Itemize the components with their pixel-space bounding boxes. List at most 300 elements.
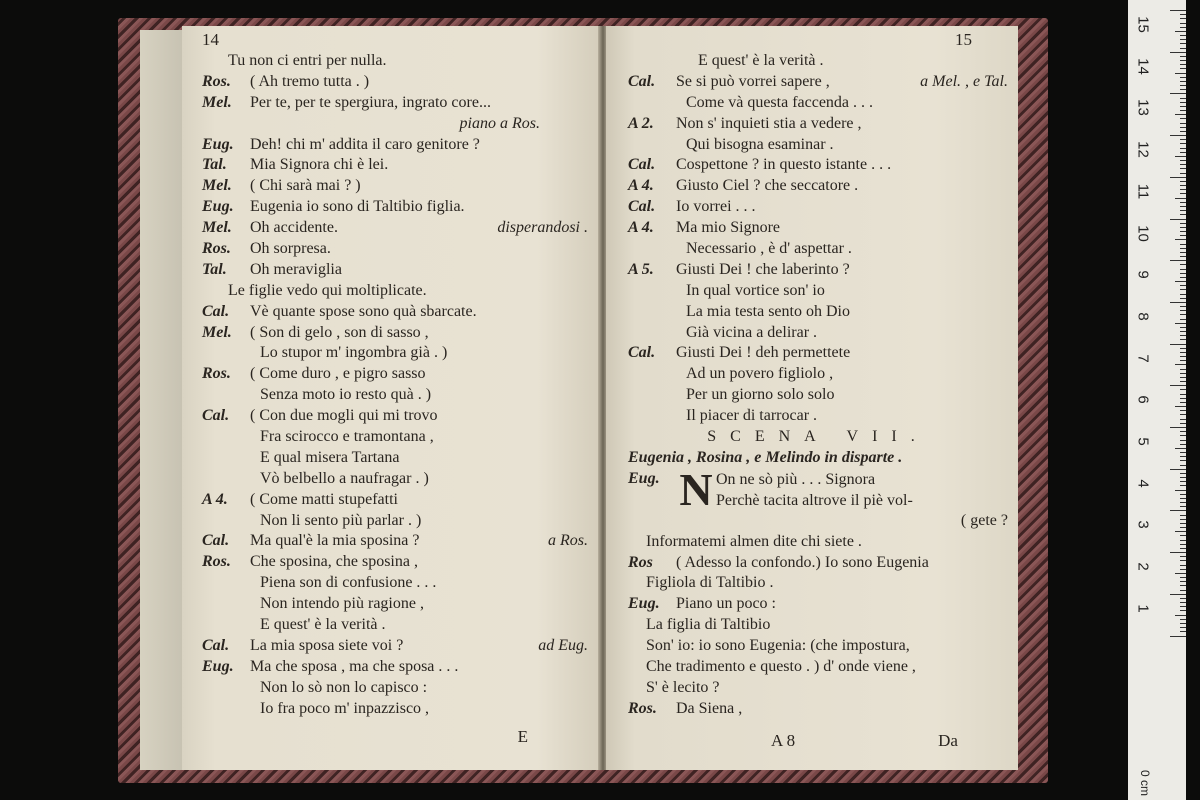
ruler-tick — [1180, 556, 1186, 557]
verse-text: Informatemi almen dite chi siete . — [646, 532, 862, 550]
verse-line — [202, 491, 588, 512]
ruler-tick — [1180, 527, 1186, 528]
ruler-tick — [1180, 519, 1186, 520]
verse-line — [628, 616, 1008, 637]
verse-text: Non lo sò non lo capisco : — [260, 678, 428, 696]
ruler-tick — [1180, 102, 1186, 103]
ruler-tick — [1180, 631, 1186, 632]
ruler-tick — [1180, 319, 1186, 320]
ruler-tick — [1180, 435, 1186, 436]
ruler-tick — [1170, 385, 1186, 386]
ruler-tick — [1180, 560, 1186, 561]
verse-text: Deh! chi m' addita il caro genitore ? — [250, 135, 480, 153]
verse-line — [202, 365, 588, 386]
stage-direction: a Ros. — [548, 532, 588, 550]
ruler-tick — [1180, 148, 1186, 149]
ruler-tick — [1180, 110, 1186, 111]
verse-line — [202, 574, 588, 595]
verse-text: Giusti Dei ! deh permettete — [676, 344, 851, 362]
ruler-tick — [1175, 448, 1186, 449]
verse-line — [628, 52, 1008, 73]
ruler-tick — [1180, 81, 1186, 82]
turnover-line: ( gete ? — [960, 511, 1008, 529]
ruler-tick — [1180, 494, 1186, 495]
ruler-tick — [1180, 477, 1186, 478]
verse-text: Già vicina a delirar . — [686, 323, 818, 341]
verse-text: Che sposina, che sposina , — [250, 553, 418, 571]
verse-text: Cospettone ? in questo istante . . . — [676, 156, 892, 174]
ruler-number: 15 — [1134, 16, 1152, 33]
ruler-tick — [1180, 98, 1186, 99]
ruler-tick — [1180, 285, 1186, 286]
speaker-label: Ros. — [202, 365, 231, 383]
verse-line — [202, 177, 588, 198]
ruler-tick — [1175, 573, 1186, 574]
verse-line — [202, 637, 588, 658]
verse-block — [202, 52, 588, 721]
verse-text: Le figlie vedo qui moltiplicate. — [228, 281, 427, 299]
drop-cap-block — [628, 463, 1008, 515]
verse-text: Senza moto io resto quà . ) — [260, 386, 432, 404]
ruler-number: 9 — [1134, 270, 1152, 279]
speaker-label: A 4. — [628, 177, 654, 195]
ruler-tick — [1180, 360, 1186, 361]
verse-text: Ma qual'è la mia sposina ? — [250, 532, 420, 550]
speaker-label: Ros. — [628, 699, 657, 717]
ruler-tick — [1170, 52, 1186, 53]
ruler-tick — [1180, 193, 1186, 194]
ruler-tick — [1180, 460, 1186, 461]
speaker-label: Ros. — [202, 553, 231, 571]
ruler-tick — [1175, 198, 1186, 199]
speaker-label: Tal. — [202, 260, 227, 278]
ruler-tick — [1180, 127, 1186, 128]
ruler-number: 14 — [1134, 57, 1152, 75]
ruler-tick — [1170, 177, 1186, 178]
ruler-tick — [1180, 515, 1186, 516]
verse-text: Non li sento più parlar . ) — [260, 511, 422, 529]
verse-line — [202, 198, 588, 219]
ruler-tick — [1175, 364, 1186, 365]
verse-line — [628, 344, 1008, 365]
ruler-tick — [1170, 427, 1186, 428]
ruler-number: 3 — [1134, 520, 1152, 530]
verse-text: Il piacer di tarrocar . — [686, 407, 818, 425]
ruler-tick — [1175, 323, 1186, 324]
verse-text: In qual vortice son' io — [686, 281, 825, 299]
ruler-tick — [1180, 535, 1186, 536]
ruler-tick — [1180, 244, 1186, 245]
verse-line — [202, 428, 588, 449]
ruler-tick — [1180, 210, 1186, 211]
ruler-tick — [1180, 456, 1186, 457]
ruler-tick — [1180, 264, 1186, 265]
verse-text: ( Adesso la confondo.) Io sono Eugenia — [676, 553, 929, 571]
speaker-label: Eug. — [202, 135, 234, 153]
ruler-tick — [1180, 85, 1186, 86]
ruler-tick — [1170, 636, 1186, 637]
ruler-tick — [1180, 465, 1186, 466]
ruler-tick — [1170, 344, 1186, 345]
ruler-tick — [1170, 302, 1186, 303]
ruler-tick — [1180, 356, 1186, 357]
verse-line — [628, 554, 1008, 575]
verse-text: Giusto Ciel ? che seccatore . — [676, 177, 859, 195]
speaker-label: Mel. — [202, 219, 232, 237]
verse-text: Son' io: io sono Eugenia: (che impostura, — [646, 637, 910, 655]
ruler-tick — [1175, 73, 1186, 74]
ruler-tick — [1170, 135, 1186, 136]
ruler-tick — [1180, 214, 1186, 215]
ruler-number: 5 — [1134, 437, 1152, 446]
ruler-tick — [1180, 227, 1186, 228]
ruler-tick — [1180, 331, 1186, 332]
speaker-label: A 4. — [628, 219, 654, 237]
verse-line — [628, 282, 1008, 303]
verse-text: Giusti Dei ! che laberinto ? — [676, 260, 850, 278]
ruler-tick — [1180, 590, 1186, 591]
verse-line — [628, 700, 1008, 721]
speaker-label: Eug. — [202, 657, 234, 675]
speaker-label: A 5. — [628, 260, 654, 278]
verse-text: E quest' è la verità . — [698, 52, 824, 69]
ruler-number: 1 — [1134, 604, 1152, 613]
speaker-label: Ros. — [202, 240, 231, 258]
ruler-tick — [1180, 56, 1186, 57]
verse-text: ( Come matti stupefatti — [250, 490, 398, 508]
ruler-number: 12 — [1134, 141, 1152, 158]
verse-text: Come và questa faccenda . . . — [686, 93, 874, 111]
verse-line — [628, 115, 1008, 136]
ruler-tick — [1180, 623, 1186, 624]
ruler-number: 2 — [1134, 562, 1152, 571]
verse-text: S' è lecito ? — [646, 678, 720, 696]
speaker-label: Eug. — [202, 198, 234, 216]
ruler-tick — [1180, 248, 1186, 249]
ruler-tick — [1180, 440, 1186, 441]
ruler-tick — [1175, 31, 1186, 32]
ruler-tick — [1180, 314, 1186, 315]
speaker-label: Eug. — [628, 595, 660, 613]
verse-text: Oh meraviglia — [250, 260, 342, 278]
verse-line — [628, 658, 1008, 679]
ruler-tick — [1180, 414, 1186, 415]
speaker-label: Cal. — [628, 344, 656, 362]
verse-line — [202, 470, 588, 491]
ruler-tick — [1180, 298, 1186, 299]
ruler-tick — [1180, 327, 1186, 328]
ruler-tick — [1175, 281, 1186, 282]
ruler-tick — [1180, 48, 1186, 49]
ruler-tick — [1180, 139, 1186, 140]
ruler-number: 7 — [1134, 353, 1152, 363]
ruler-tick — [1180, 27, 1186, 28]
verse-line — [628, 156, 1008, 177]
ruler-tick — [1180, 181, 1186, 182]
ruler-number: 4 — [1134, 479, 1152, 488]
signature-mark: A 8 — [771, 730, 796, 750]
measuring-ruler — [1128, 0, 1186, 800]
verse-line — [202, 700, 588, 721]
verse-line — [202, 512, 588, 533]
speaker-label: Cal. — [628, 198, 656, 216]
ruler-tick — [1180, 310, 1186, 311]
verse-text: Piano un poco : — [676, 595, 776, 613]
verse-line — [202, 156, 588, 177]
ruler-tick — [1180, 43, 1186, 44]
ruler-tick — [1180, 160, 1186, 161]
verse-text: Non s' inquieti stia a vedere , — [676, 114, 862, 132]
verse-line — [202, 240, 588, 261]
ruler-number: 13 — [1134, 99, 1152, 117]
left-page — [182, 26, 600, 770]
verse-text: Io fra poco m' inpazzisco , — [260, 699, 430, 717]
speaker-label: Ros — [628, 553, 653, 571]
ruler-tick — [1180, 256, 1186, 257]
verse-line — [628, 533, 1008, 554]
verse-line: On ne sò più . . . Signora — [716, 470, 876, 488]
verse-text: Ad un povero figliolo , — [686, 365, 834, 383]
verse-line — [202, 52, 588, 73]
speaker-label: Mel. — [202, 177, 232, 195]
ruler-tick — [1180, 223, 1186, 224]
ruler-tick — [1180, 423, 1186, 424]
verse-line — [202, 324, 588, 345]
verse-line — [628, 219, 1008, 240]
verse-text: Oh sorpresa. — [250, 240, 331, 258]
ruler-tick — [1180, 123, 1186, 124]
verse-line — [628, 637, 1008, 658]
verse-text: Se si può vorrei sapere , — [676, 72, 830, 90]
ruler-tick — [1170, 93, 1186, 94]
ruler-tick — [1180, 14, 1186, 15]
ruler-tick — [1170, 219, 1186, 220]
speaker-label: Cal. — [202, 407, 230, 425]
ruler-tick — [1180, 289, 1186, 290]
verse-text: La mia testa sento oh Dio — [686, 302, 850, 320]
ruler-tick — [1180, 444, 1186, 445]
speaker-label: Cal. — [628, 72, 656, 90]
ruler-tick — [1180, 173, 1186, 174]
verse-line — [202, 658, 588, 679]
ruler-tick — [1180, 419, 1186, 420]
ruler-tick — [1180, 202, 1186, 203]
ruler-tick — [1180, 485, 1186, 486]
ruler-tick — [1180, 277, 1186, 278]
ruler-tick — [1180, 352, 1186, 353]
ruler-tick — [1180, 610, 1186, 611]
ruler-tick — [1180, 523, 1186, 524]
verse-text: Per un giorno solo solo — [686, 386, 835, 404]
verse-line — [202, 136, 588, 157]
verse-line — [628, 136, 1008, 157]
speaker-label: Cal. — [202, 302, 230, 320]
ruler-tick — [1180, 606, 1186, 607]
ruler-tick — [1180, 18, 1186, 19]
verse-text: ( Con due mogli qui mi trovo — [250, 407, 438, 425]
verse-line — [628, 198, 1008, 219]
ruler-tick — [1180, 235, 1186, 236]
ruler-tick — [1180, 118, 1186, 119]
stage-direction: disperandosi . — [497, 219, 588, 237]
ruler-tick — [1180, 152, 1186, 153]
verse-text: Eugenia io sono di Taltibio figlia. — [250, 198, 465, 216]
ruler-tick — [1180, 627, 1186, 628]
ruler-tick — [1180, 598, 1186, 599]
verse-line — [628, 365, 1008, 386]
verse-line — [202, 616, 588, 637]
ruler-tick — [1180, 540, 1186, 541]
ruler-tick — [1180, 481, 1186, 482]
verse-text: Ma che sposa , ma che sposa . . . — [250, 657, 459, 675]
ruler-tick — [1175, 114, 1186, 115]
ruler-tick — [1180, 143, 1186, 144]
ruler-tick — [1180, 565, 1186, 566]
speaker-label: Cal. — [202, 532, 230, 550]
verse-text: ( Chi sarà mai ? ) — [250, 177, 361, 195]
verse-line — [628, 303, 1008, 324]
verse-line — [628, 73, 1008, 94]
ruler-tick — [1180, 369, 1186, 370]
ruler-tick — [1180, 89, 1186, 90]
verse-line — [202, 553, 588, 574]
ruler-tick — [1180, 273, 1186, 274]
ruler-number: 11 — [1134, 183, 1152, 200]
ruler-tick — [1180, 498, 1186, 499]
verse-line — [202, 595, 588, 616]
ruler-tick — [1180, 394, 1186, 395]
stage-direction: Eugenia , Rosina , e Melindo in disparte . — [628, 448, 903, 466]
ruler-tick — [1180, 619, 1186, 620]
ruler-tick — [1175, 531, 1186, 532]
verse-text: Fra scirocco e tramontana , — [260, 428, 434, 446]
scene-heading: SCENA VII. — [707, 428, 929, 446]
speaker-label: Eug. — [628, 469, 660, 487]
ruler-tick — [1180, 506, 1186, 507]
verse-line — [628, 324, 1008, 345]
ruler-tick — [1180, 581, 1186, 582]
drop-initial: N — [679, 463, 713, 515]
verse-line — [202, 344, 588, 365]
verse-text: ( Come duro , e pigro sasso — [250, 365, 426, 383]
verse-line — [628, 240, 1008, 261]
ruler-tick — [1180, 269, 1186, 270]
ruler-tick — [1180, 602, 1186, 603]
ruler-tick — [1175, 490, 1186, 491]
ruler-tick — [1180, 23, 1186, 24]
ruler-tick — [1180, 77, 1186, 78]
page-footer — [628, 731, 1008, 751]
ruler-unit: 0 cm — [1138, 769, 1153, 797]
verse-text: Piena son di confusione . . . — [260, 574, 437, 592]
verse-text: Figliola di Taltibio . — [646, 574, 774, 592]
ruler-tick — [1175, 239, 1186, 240]
verse-text: Che tradimento e questo . ) d' onde viene , — [646, 658, 916, 676]
page-number: 15 — [955, 30, 972, 49]
verse-text: Da Siena , — [676, 699, 743, 717]
verse-text: Ma mio Signore — [676, 219, 780, 237]
verse-line — [202, 282, 588, 303]
ruler-number: 8 — [1134, 312, 1152, 321]
verse-line — [628, 94, 1008, 115]
verse-text: Vò belbello a naufragar . ) — [260, 469, 429, 487]
verse-text: Necessario , è d' aspettar . — [686, 240, 852, 258]
ruler-tick — [1180, 339, 1186, 340]
ruler-tick — [1180, 410, 1186, 411]
verse-line — [628, 386, 1008, 407]
verse-text: Qui bisogna esaminar . — [686, 135, 834, 153]
ruler-tick — [1180, 64, 1186, 65]
verse-text: Oh accidente. — [250, 219, 338, 237]
ruler-tick — [1180, 294, 1186, 295]
stage-direction: piano a Ros. — [459, 114, 540, 132]
verse-text: Io vorrei . . . — [676, 198, 756, 216]
speaker-label: Mel. — [202, 93, 232, 111]
speaker-label: Cal. — [628, 156, 656, 174]
ruler-tick — [1180, 185, 1186, 186]
ruler-tick — [1180, 585, 1186, 586]
verse-text: La figlia di Taltibio — [646, 616, 771, 634]
ruler-tick — [1180, 377, 1186, 378]
ruler-tick — [1180, 252, 1186, 253]
verse-text: E qual misera Tartana — [260, 448, 400, 466]
verse-line — [628, 261, 1008, 282]
verse-line — [202, 219, 588, 240]
ruler-tick — [1180, 577, 1186, 578]
verse-text: Vè quante spose sono quà sbarcate. — [250, 302, 477, 320]
ruler-tick — [1180, 502, 1186, 503]
ruler-tick — [1180, 548, 1186, 549]
ruler-tick — [1180, 106, 1186, 107]
speaker-label: Cal. — [202, 636, 230, 654]
page-number: 14 — [202, 30, 219, 49]
ruler-tick — [1180, 206, 1186, 207]
ruler-tick — [1180, 402, 1186, 403]
ruler-tick — [1180, 373, 1186, 374]
verse-line — [202, 115, 588, 136]
verse-line — [202, 407, 588, 428]
catchword: Da — [938, 730, 958, 750]
verse-line — [202, 73, 588, 94]
verse-text: Tu non ci entri per nulla. — [228, 52, 387, 69]
ruler-number: 6 — [1134, 395, 1152, 404]
verse-line — [202, 679, 588, 700]
verse-line — [202, 303, 588, 324]
verse-line — [202, 386, 588, 407]
ruler-tick — [1170, 594, 1186, 595]
verse-block — [628, 52, 1008, 428]
verse-line — [628, 679, 1008, 700]
verse-block — [628, 533, 1008, 721]
verse-text: Lo stupor m' ingombra già . ) — [260, 344, 448, 362]
ruler-tick — [1180, 60, 1186, 61]
ruler-tick — [1180, 389, 1186, 390]
speaker-label: Tal. — [202, 156, 227, 174]
ruler-tick — [1180, 335, 1186, 336]
verse-line — [628, 574, 1008, 595]
ruler-tick — [1180, 452, 1186, 453]
ruler-tick — [1180, 431, 1186, 432]
verse-text: Non intendo più ragione , — [260, 595, 424, 613]
ruler-tick — [1170, 10, 1186, 11]
ruler-tick — [1180, 131, 1186, 132]
right-page — [606, 26, 1018, 770]
verse-line — [628, 595, 1008, 616]
verse-text: ( Ah tremo tutta . ) — [250, 72, 370, 90]
ruler-tick — [1180, 381, 1186, 382]
ruler-number: 10 — [1134, 224, 1152, 242]
ruler-tick — [1180, 189, 1186, 190]
